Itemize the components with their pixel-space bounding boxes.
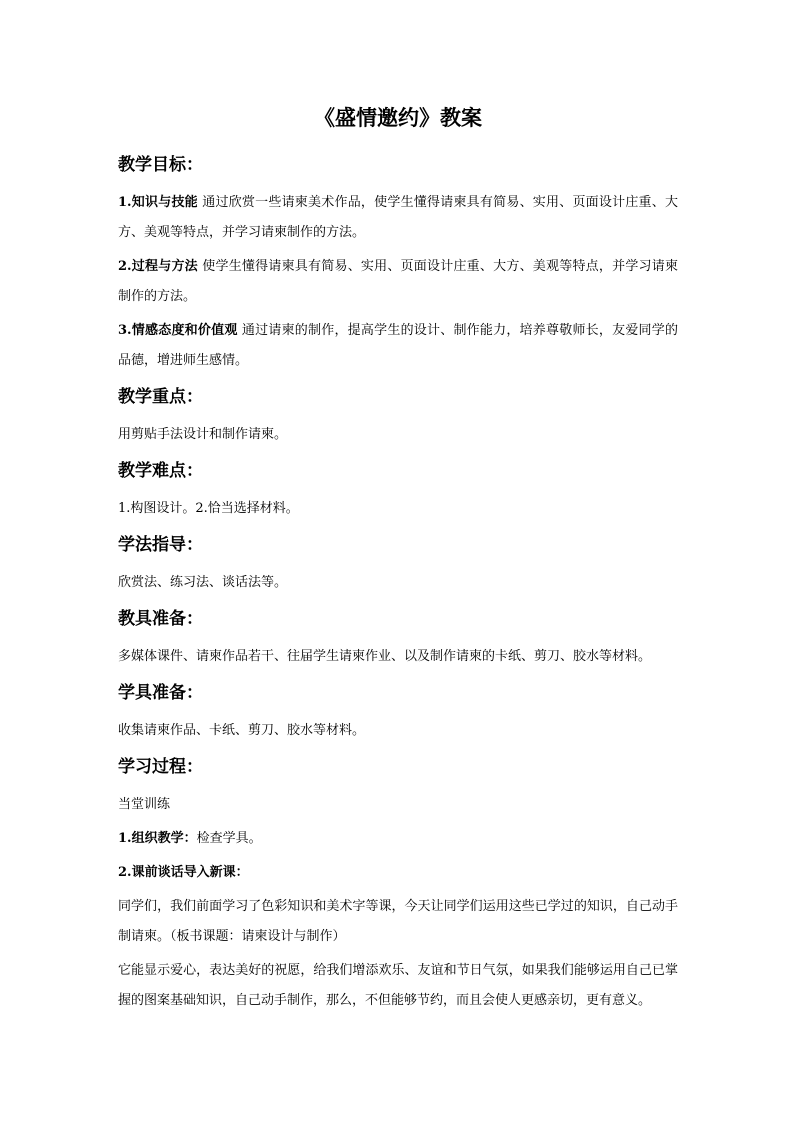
- document-content: [118, 100, 678, 1020]
- process-paragraph: 同学们，我们前面学习了色彩知识和美术字等课，今天让同学们运用这些已学过的知识，自己动手制请柬。（板书课题：请柬设计与制作）: [118, 899, 678, 944]
- step-lead: 1.组织教学：: [118, 831, 197, 846]
- process-paragraph: 它能显示爱心，表达美好的祝愿，给我们增添欢乐、友谊和节日气氛，如果我们能够运用自己已掌握的图案基础知识，自己动手制作，那么，不但能够节约，而且会使人更感亲切，更有意义。: [118, 963, 678, 1008]
- document-title: 《盛情邀约》教案: [314, 105, 482, 130]
- teaching-aids-text: 多媒体课件、请柬作品若干、往届学生请柬作业、以及制作请柬的卡纸、剪刀、胶水等材料。: [118, 649, 652, 664]
- step-text: 检查学具。: [196, 831, 262, 846]
- objective-text: 通过欣赏一些请柬美术作品，使学生懂得请柬具有简易、实用、页面设计庄重、大方、美观等特点，并学习请柬制作的方法。: [118, 195, 678, 240]
- objective-knowledge: [118, 188, 678, 248]
- heading-key-points: 教学重点：: [118, 387, 203, 407]
- heading-learning-tools: 学具准备：: [118, 683, 203, 703]
- heading-difficulties: 教学难点：: [118, 461, 203, 481]
- step-lead: 2.课前谈话导入新课：: [118, 865, 249, 880]
- objective-text: 通过请柬的制作，提高学生的设计、制作能力，培养尊敬师长，友爱同学的品德，增进师生感情。: [118, 323, 678, 368]
- heading-objectives: 教学目标：: [118, 155, 203, 175]
- difficulties-text: 1.构图设计。2.恰当选择材料。: [118, 501, 299, 516]
- objective-process: [118, 252, 678, 312]
- process-subheading: 当堂训练: [118, 797, 171, 812]
- objective-lead: 1.知识与技能: [118, 195, 198, 210]
- objective-lead: 3.情感态度和价值观: [118, 323, 238, 338]
- heading-study-guide: 学法指导：: [118, 535, 203, 555]
- objective-values: [118, 316, 678, 376]
- objective-text: 使学生懂得请柬具有简易、实用、页面设计庄重、大方、美观等特点，并学习请柬制作的方法。: [118, 259, 678, 304]
- heading-process: 学习过程：: [118, 757, 203, 777]
- objective-lead: 2.过程与方法: [118, 259, 198, 274]
- heading-teaching-aids: 教具准备：: [118, 609, 203, 629]
- process-step-1: [118, 824, 678, 854]
- process-step-2: [118, 858, 678, 888]
- study-guide-text: 欣赏法、练习法、谈话法等。: [118, 575, 288, 590]
- key-points-text: 用剪贴手法设计和制作请柬。: [118, 427, 288, 442]
- learning-tools-text: 收集请柬作品、卡纸、剪刀、胶水等材料。: [118, 723, 366, 738]
